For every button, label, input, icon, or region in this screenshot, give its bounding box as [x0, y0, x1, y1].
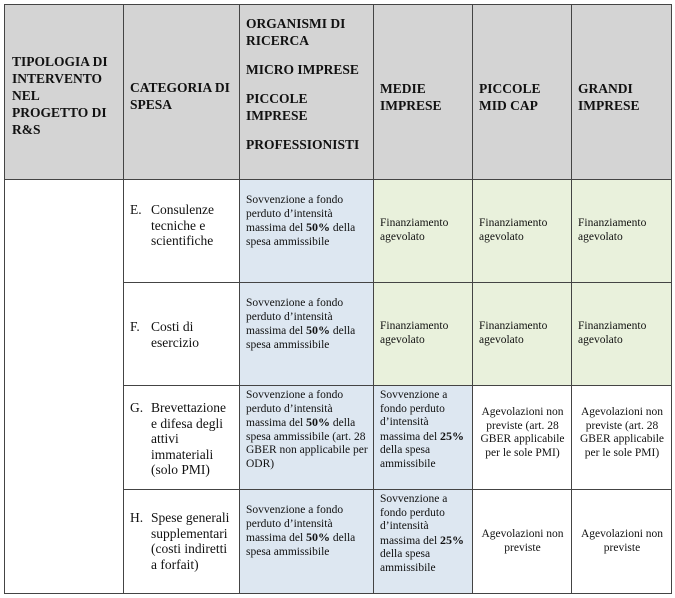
header-categoria: CATEGORIA DI SPESA: [124, 5, 240, 180]
header-professionisti: PROFESSIONISTI: [246, 137, 360, 152]
percent-label: 25%: [440, 532, 465, 547]
percent-label: 50%: [306, 530, 331, 544]
category-cell: [124, 386, 240, 490]
percent-label: 50%: [306, 323, 331, 337]
finanziamento-cell: Finanziamento agevolato: [572, 180, 672, 283]
agevolazioni-non-previste-cell: Agevolazioni non previste: [473, 490, 572, 594]
category-cell: [124, 490, 240, 594]
header-micro: MICRO IMPRESE: [246, 62, 359, 77]
art28-pmi-note: (art. 28 GBER applicabile per le sole PMI): [480, 419, 565, 459]
header-organismi: ORGANISMI DI RICERCA: [246, 16, 346, 48]
category-label: Spese generali supplementari (costi indiretti a forfait): [151, 510, 230, 572]
art28-pmi-note: (art. 28 GBER applicabile per le sole PMI): [580, 419, 664, 459]
sovvenzione-medie-cell: Sovvenzione a fondo perduto d’intensità massima del 25% della spesa ammissibile: [374, 490, 473, 594]
agevolazioni-table: [4, 4, 672, 594]
category-label: Brevettazione e difesa degli attivi immateriali (solo PMI): [151, 400, 226, 477]
finanziamento-cell: Finanziamento agevolato: [572, 283, 672, 386]
finanziamento-cell: Finanziamento agevolato: [374, 180, 473, 283]
finanziamento-cell: Finanziamento agevolato: [473, 180, 572, 283]
agevolazioni-non-previste-cell: Agevolazioni non previste (art. 28 GBER applicabile per le sole PMI): [572, 386, 672, 490]
sovvenzione-cell: Sovvenzione a fondo perduto d’intensità massima del 50% della spesa ammissibile: [240, 180, 374, 283]
table-row-e: [5, 180, 672, 283]
category-cell: [124, 180, 240, 283]
agevolazioni-non-previste-cell: Agevolazioni non previste (art. 28 GBER applicabile per le sole PMI): [473, 386, 572, 490]
art28-odr-note: (art. 28 GBER non applicabile per ODR): [246, 430, 368, 470]
header-piccole-imprese: PICCOLE IMPRESE: [246, 91, 308, 123]
tipologia-empty-cell: [5, 180, 124, 594]
finanziamento-cell: Finanziamento agevolato: [473, 283, 572, 386]
category-letter: F.: [130, 319, 140, 334]
header-grandi: GRANDI IMPRESE: [572, 5, 672, 180]
agevolazioni-non-previste-cell: Agevolazioni non previste: [572, 490, 672, 594]
category-letter: H.: [130, 510, 144, 525]
sovvenzione-cell: Sovvenzione a fondo perduto d’intensità massima del 50% della spesa ammissibile: [240, 283, 374, 386]
category-cell: [124, 283, 240, 386]
header-piccole-midcap: PICCOLE MID CAP: [473, 5, 572, 180]
header-row: [5, 5, 672, 180]
category-label: Consulenze tecniche e scientifiche: [151, 202, 214, 248]
finanziamento-cell: Finanziamento agevolato: [374, 283, 473, 386]
percent-label: 50%: [306, 415, 331, 429]
category-letter: G.: [130, 400, 144, 415]
percent-label: 25%: [440, 428, 465, 443]
percent-label: 50%: [306, 220, 331, 234]
category-letter: E.: [130, 202, 142, 217]
sovvenzione-medie-cell: Sovvenzione a fondo perduto d’intensità massima del 25% della spesa ammissibile: [374, 386, 473, 490]
sovvenzione-cell: Sovvenzione a fondo perduto d’intensità massima del 50% della spesa ammissibile (art. 28 GBER non applicabile per ODR): [240, 386, 374, 490]
header-medie: MEDIE IMPRESE: [374, 5, 473, 180]
header-tipologia: TIPOLOGIA DI INTERVENTO NEL PROGETTO DI R&S: [5, 5, 124, 180]
sovvenzione-cell: Sovvenzione a fondo perduto d’intensità massima del 50% della spesa ammissibile: [240, 490, 374, 594]
header-beneficiari-minori: [240, 5, 374, 180]
category-label: Costi di esercizio: [151, 319, 199, 350]
